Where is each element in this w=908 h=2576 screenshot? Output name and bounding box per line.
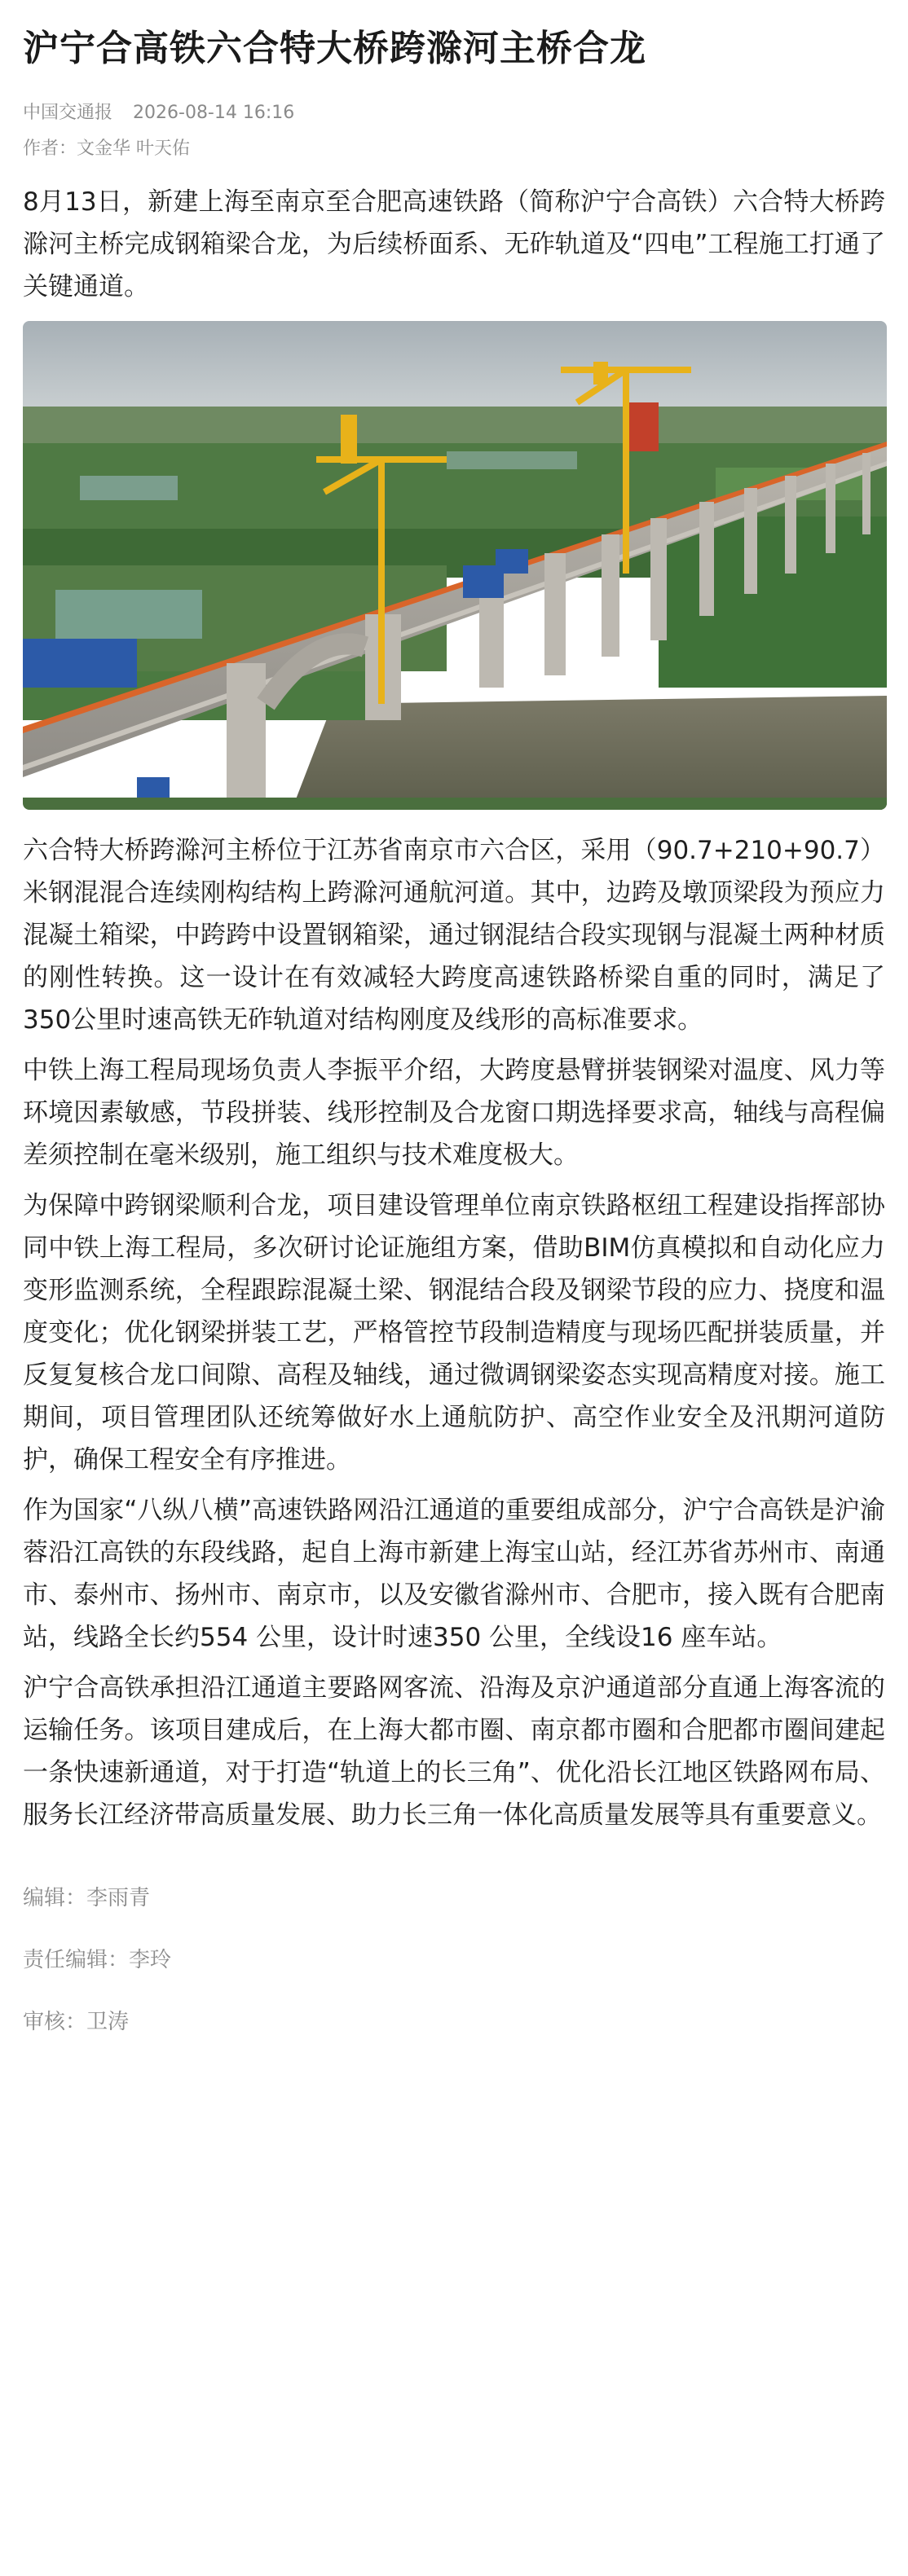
- chief-editor-credit: 责任编辑：李玲: [23, 1948, 172, 1972]
- article-footer: [23, 1882, 885, 2068]
- bridge-construction-photo[interactable]: [23, 321, 887, 810]
- photo-illustration: [23, 321, 887, 810]
- article-title: 沪宁合高铁六合特大桥跨滁河主桥合龙: [23, 28, 646, 69]
- paragraph-3: 中铁上海工程局现场负责人李振平介绍，大跨度悬臂拼装钢梁对温度、风力等环境因素敏感，节段拼装、线形控制及合龙窗口期选择要求高，轴线与高程偏差须控制在毫米级别，施工组织与技术难度极大。: [23, 1056, 885, 1170]
- paragraph-6: 沪宁合高铁承担沿江通道主要路网客流、沿海及京沪通道部分直通上海客流的运输任务。该项目建成后，在上海大都市圈、南京都市圈和合肥都市圈间建起一条快速新通道，对于打造“轨道上的长三角”、优化沿长江地区铁路网布局、服务长江经济带高质量发展、助力长三角一体化高质量发展等具有重要意义。: [23, 1673, 885, 1830]
- paragraph-2: 六合特大桥跨滁河主桥位于江苏省南京市六合区，采用（90.7+210+90.7）米钢混混合连续刚构结构上跨滁河通航河道。其中，边跨及墩顶梁段为预应力混凝土箱梁，中跨跨中设置钢箱梁，通过钢混结合段实现钢与混凝土两种材质的刚性转换。这一设计在有效减轻大跨度高速铁路桥梁自重的同时，满足了350公里时速高铁无砟轨道对结构刚度及线形的高标准要求。: [23, 836, 885, 1035]
- editor-credit: 编辑：李雨青: [23, 1886, 151, 1910]
- paragraph-1: 8月13日，新建上海至南京至合肥高速铁路（简称沪宁合高铁）六合特大桥跨滁河主桥完成钢箱梁合龙，为后续桥面系、无砟轨道及“四电”工程施工打通了关键通道。: [23, 187, 885, 301]
- article-body: [23, 181, 885, 1836]
- reviewer-credit: 审核：卫涛: [23, 2010, 130, 2034]
- article-datetime: 2026-08-14 16:16: [133, 103, 295, 123]
- article-author: 作者：文金华 叶天佑: [23, 138, 190, 159]
- paragraph-4: 为保障中跨钢梁顺利合龙，项目建设管理单位南京铁路枢纽工程建设指挥部协同中铁上海工程局，多次研讨论证施组方案，借助BIM仿真模拟和自动化应力变形监测系统，全程跟踪混凝土梁、钢混结合段及钢梁节段的应力、挠度和温度变化；优化钢梁拼装工艺，严格管控节段制造精度与现场匹配拼装质量，并反复复核合龙口间隙、高程及轴线，通过微调钢梁姿态实现高精度对接。施工期间，项目管理团队还统筹做好水上通航防护、高空作业安全及汛期河道防护，确保工程安全有序推进。: [23, 1191, 885, 1475]
- article-source[interactable]: 中国交通报: [23, 103, 113, 123]
- article-meta: [23, 101, 885, 125]
- paragraph-5: 作为国家“八纵八横”高速铁路网沿江通道的重要组成部分，沪宁合高铁是沪渝蓉沿江高铁的东段线路，起自上海市新建上海宝山站，经江苏省苏州市、南通市、泰州市、扬州市、南京市，以及安徽省滁州市、合肥市，接入既有合肥南站，线路全长约554 公里，设计时速350 公里，全线设16 座车站。: [23, 1496, 885, 1652]
